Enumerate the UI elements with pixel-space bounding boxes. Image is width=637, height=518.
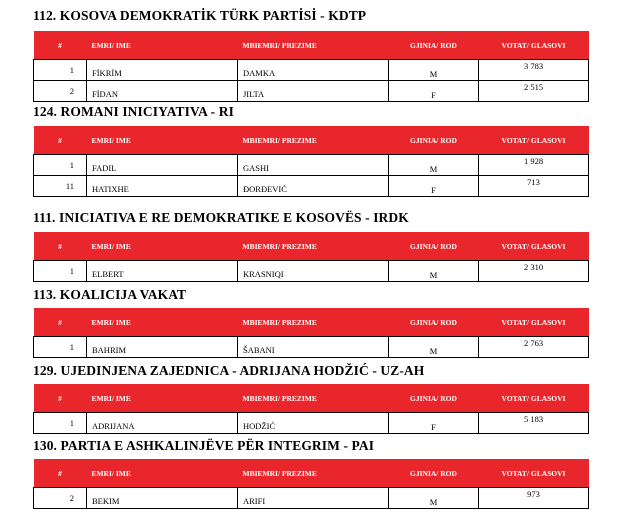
cell-first-name: ELBERT: [87, 261, 238, 282]
table-row: [34, 155, 589, 176]
col-header-votes: VOTAT/ GLASOVI: [479, 232, 589, 261]
candidates-table: [33, 384, 589, 434]
cell-num: 1: [34, 337, 87, 358]
cell-first-name: FİKRİM: [87, 60, 238, 81]
cell-num: 1: [34, 413, 87, 434]
cell-gender: F: [389, 81, 479, 102]
cell-gender: M: [389, 155, 479, 176]
table-row: [34, 60, 589, 81]
col-header-gender: GJINIA/ ROD: [389, 31, 479, 60]
table-header-row: [34, 31, 589, 60]
col-header-votes: VOTAT/ GLASOVI: [479, 308, 589, 337]
cell-votes: 5 183: [479, 413, 589, 434]
table-header-row: [34, 308, 589, 337]
cell-num: 1: [34, 155, 87, 176]
section-title: 129. UJEDINJENA ZAJEDNICA - ADRIJANA HODŽIĆ - UZ-AH: [33, 363, 425, 378]
table-row: [34, 337, 589, 358]
cell-last-name: JILTA: [238, 81, 389, 102]
candidates-table: [33, 232, 589, 282]
cell-last-name: HODŽIĆ: [238, 413, 389, 434]
cell-first-name: HATIXHE: [87, 176, 238, 197]
col-header-num: #: [34, 126, 87, 155]
cell-gender: M: [389, 488, 479, 509]
cell-first-name: FİDAN: [87, 81, 238, 102]
candidates-table: [33, 31, 589, 102]
cell-gender: F: [389, 176, 479, 197]
col-header-gender: GJINIA/ ROD: [389, 232, 479, 261]
col-header-last-name: MBIEMRI/ PREZIME: [238, 232, 389, 261]
cell-last-name: ĐORĐEVIĆ: [238, 176, 389, 197]
cell-gender: M: [389, 261, 479, 282]
col-header-votes: VOTAT/ GLASOVI: [479, 459, 589, 488]
cell-votes: 1 928: [479, 155, 589, 176]
cell-votes: 713: [479, 176, 589, 197]
col-header-gender: GJINIA/ ROD: [389, 126, 479, 155]
cell-votes: 2 310: [479, 261, 589, 282]
section-title: 112. KOSOVA DEMOKRATİK TÜRK PARTİSİ - KDTP: [33, 8, 367, 23]
col-header-first-name: EMRI/ IME: [87, 459, 238, 488]
cell-votes: 973: [479, 488, 589, 509]
cell-gender: M: [389, 60, 479, 81]
col-header-gender: GJINIA/ ROD: [389, 384, 479, 413]
col-header-num: #: [34, 31, 87, 60]
cell-votes: 2 515: [479, 81, 589, 102]
cell-first-name: ADRIJANA: [87, 413, 238, 434]
cell-num: 1: [34, 261, 87, 282]
cell-first-name: BAHRIM: [87, 337, 238, 358]
cell-num: 1: [34, 60, 87, 81]
cell-last-name: DAMKA: [238, 60, 389, 81]
candidates-table: [33, 126, 589, 197]
col-header-votes: VOTAT/ GLASOVI: [479, 126, 589, 155]
cell-first-name: BEKIM: [87, 488, 238, 509]
cell-last-name: ARIFI: [238, 488, 389, 509]
cell-last-name: GASHI: [238, 155, 389, 176]
table-row: [34, 81, 589, 102]
col-header-votes: VOTAT/ GLASOVI: [479, 384, 589, 413]
col-header-first-name: EMRI/ IME: [87, 308, 238, 337]
table-header-row: [34, 126, 589, 155]
cell-first-name: FADIL: [87, 155, 238, 176]
cell-num: 2: [34, 81, 87, 102]
col-header-last-name: MBIEMRI/ PREZIME: [238, 31, 389, 60]
table-header-row: [34, 384, 589, 413]
cell-num: 2: [34, 488, 87, 509]
cell-gender: M: [389, 337, 479, 358]
col-header-first-name: EMRI/ IME: [87, 126, 238, 155]
col-header-first-name: EMRI/ IME: [87, 384, 238, 413]
col-header-num: #: [34, 308, 87, 337]
table-row: [34, 413, 589, 434]
table-header-row: [34, 459, 589, 488]
cell-votes: 3 783: [479, 60, 589, 81]
table-header-row: [34, 232, 589, 261]
table-row: [34, 261, 589, 282]
section-title: 130. PARTIA E ASHKALINJËVE PËR INTEGRIM - PAI: [33, 438, 375, 453]
col-header-last-name: MBIEMRI/ PREZIME: [238, 384, 389, 413]
section-title: 113. KOALICIJA VAKAT: [33, 287, 187, 302]
col-header-last-name: MBIEMRI/ PREZIME: [238, 308, 389, 337]
col-header-num: #: [34, 384, 87, 413]
col-header-last-name: MBIEMRI/ PREZIME: [238, 459, 389, 488]
col-header-votes: VOTAT/ GLASOVI: [479, 31, 589, 60]
table-row: [34, 488, 589, 509]
col-header-last-name: MBIEMRI/ PREZIME: [238, 126, 389, 155]
cell-last-name: KRASNIQI: [238, 261, 389, 282]
section-title: 111. INICIATIVA E RE DEMOKRATIKE E KOSOVËS - IRDK: [33, 210, 409, 225]
cell-last-name: ŠABANI: [238, 337, 389, 358]
table-row: [34, 176, 589, 197]
cell-votes: 2 763: [479, 337, 589, 358]
col-header-first-name: EMRI/ IME: [87, 31, 238, 60]
col-header-num: #: [34, 459, 87, 488]
col-header-gender: GJINIA/ ROD: [389, 308, 479, 337]
cell-num: 11: [34, 176, 87, 197]
cell-gender: F: [389, 413, 479, 434]
candidates-table: [33, 308, 589, 358]
candidates-table: [33, 459, 589, 509]
col-header-num: #: [34, 232, 87, 261]
section-title: 124. ROMANI INICIYATIVA - RI: [33, 104, 234, 119]
col-header-gender: GJINIA/ ROD: [389, 459, 479, 488]
col-header-first-name: EMRI/ IME: [87, 232, 238, 261]
